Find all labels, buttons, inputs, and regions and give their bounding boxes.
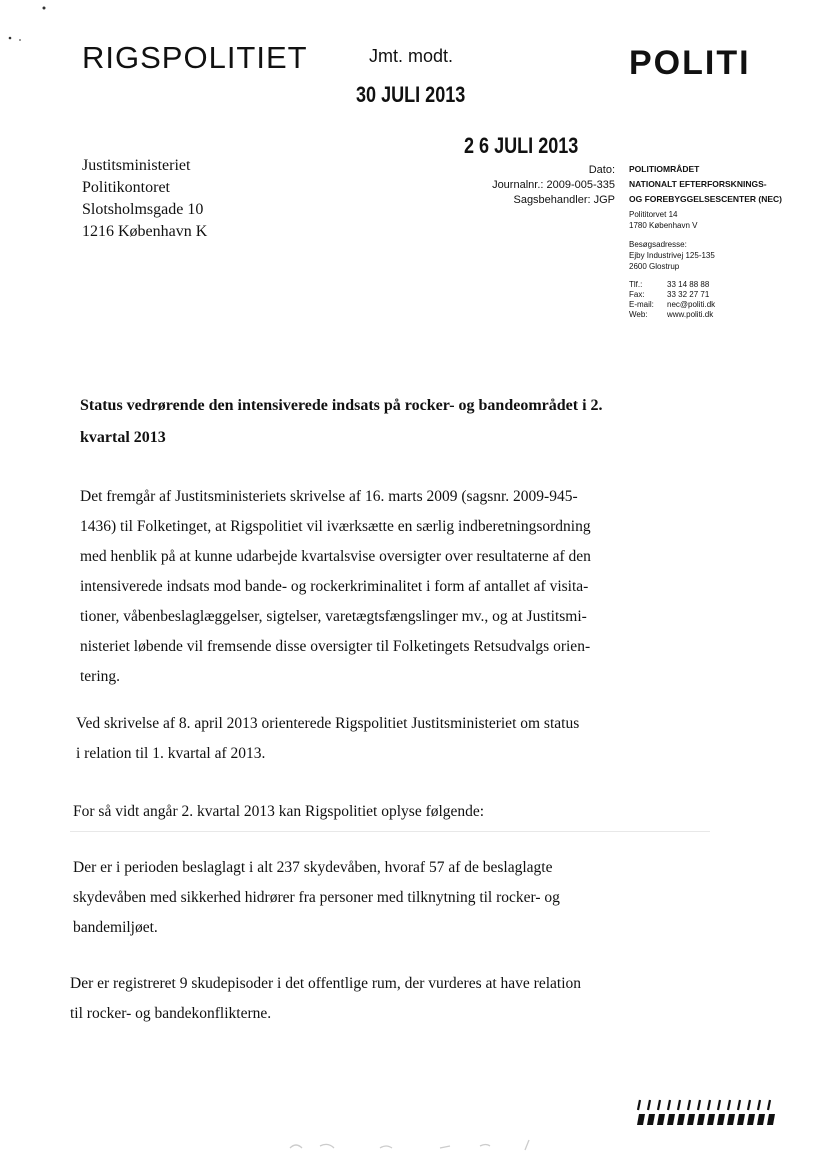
contact-key: E-mail: bbox=[629, 300, 654, 309]
city: 1780 København V bbox=[629, 221, 698, 230]
contact-value: nec@politi.dk bbox=[667, 300, 716, 309]
subject-line: Status vedrørende den intensiverede indsats på rocker- og bandeområdet i 2. bbox=[80, 397, 603, 414]
text-line: Der er registreret 9 skudepisoder i det offentlige rum, der vurderes at have relation bbox=[70, 975, 582, 992]
unit-name: NATIONALT EFTERFORSKNINGS- bbox=[629, 179, 767, 189]
text-line: skydevåben med sikkerhed hidrører fra personer med tilknytning til rocker- og bbox=[73, 889, 560, 906]
contact-key: Web: bbox=[629, 310, 648, 319]
paragraph-3 bbox=[73, 797, 633, 827]
street: Polititorvet 14 bbox=[629, 210, 678, 219]
divider bbox=[70, 831, 710, 832]
text-line: tering. bbox=[80, 668, 121, 685]
text-line: Det fremgår af Justitsministeriets skrivelse af 16. marts 2009 (sagsnr. 2009-945- bbox=[80, 488, 578, 505]
visit-label: Besøgsadresse: bbox=[629, 240, 687, 249]
letter-subject bbox=[80, 390, 660, 454]
recipient-line: Politikontoret bbox=[82, 179, 170, 196]
politi-logo: POLITI bbox=[629, 44, 751, 82]
contact-list bbox=[629, 280, 782, 320]
text-line: 1436) til Folketinget, at Rigspolitiet vil iværksætte en særlig indberetningsordning bbox=[80, 518, 591, 535]
letter-date-stamp: 2 6 JULI 2013 bbox=[464, 133, 579, 158]
scan-mark-icon bbox=[0, 0, 60, 60]
text-line: tioner, våbenbeslaglæggelser, sigtelser, varetægtsfængslinger mv., og at Justitsmi- bbox=[80, 608, 587, 625]
journal-number: Journalnr.: 2009-005-335 bbox=[492, 179, 615, 191]
contact-value: 33 32 27 71 bbox=[667, 290, 710, 299]
text-line: med henblik på at kunne udarbejde kvartalsvise oversigter over resultaterne af den bbox=[80, 548, 591, 565]
letter-meta bbox=[440, 163, 615, 208]
paragraph-1 bbox=[80, 482, 640, 692]
org-name: RIGSPOLITIET bbox=[82, 40, 308, 75]
paragraph-2 bbox=[76, 709, 636, 769]
contact-value: www.politi.dk bbox=[667, 310, 714, 319]
text-line: til rocker- og bandekonflikterne. bbox=[70, 1005, 272, 1022]
received-label: Jmt. modt. bbox=[369, 46, 454, 66]
contact-value: 33 14 88 88 bbox=[667, 280, 710, 289]
recipient-line: Slotsholmsgade 10 bbox=[82, 201, 204, 218]
text-line: nisteriet løbende vil fremsende disse oversigter til Folketingets Retsudvalgs orien- bbox=[80, 638, 591, 655]
recipient-line: Justitsministeriet bbox=[82, 157, 191, 174]
paragraph-4 bbox=[73, 853, 633, 943]
subject-line: kvartal 2013 bbox=[80, 429, 166, 446]
text-line: bandemiljøet. bbox=[73, 919, 158, 936]
barcode-icon bbox=[636, 1098, 776, 1128]
visit-city: 2600 Glostrup bbox=[629, 262, 680, 271]
case-officer: Sagsbehandler: JGP bbox=[513, 194, 615, 206]
recipient-line: 1216 København K bbox=[82, 223, 208, 240]
contact-key: Fax: bbox=[629, 290, 645, 299]
paragraph-5 bbox=[70, 969, 630, 1029]
text-line: Ved skrivelse af 8. april 2013 orienterede Rigspolitiet Justitsministeriet om status bbox=[76, 715, 580, 732]
contact-key: Tlf.: bbox=[629, 280, 643, 289]
scan-artifact-icon bbox=[280, 1136, 600, 1156]
unit-name: POLITIOMRÅDET bbox=[629, 164, 700, 174]
sender-sidebar bbox=[629, 164, 782, 320]
text-line: Der er i perioden beslaglagt i alt 237 skydevåben, hvoraf 57 af de beslaglagte bbox=[73, 859, 553, 876]
text-line: intensiverede indsats mod bande- og rockerkriminalitet i form af antallet af visita- bbox=[80, 578, 589, 595]
unit-name: OG FOREBYGGELSESCENTER (NEC) bbox=[629, 194, 783, 204]
text-line: For så vidt angår 2. kvartal 2013 kan Rigspolitiet oplyse følgende: bbox=[73, 803, 485, 820]
date-label: Dato: bbox=[588, 164, 615, 176]
visit-street: Ejby Industrivej 125-135 bbox=[629, 251, 715, 260]
text-line: i relation til 1. kvartal af 2013. bbox=[76, 745, 266, 762]
recipient-address bbox=[82, 155, 207, 243]
received-date-stamp: 30 JULI 2013 bbox=[356, 82, 466, 107]
